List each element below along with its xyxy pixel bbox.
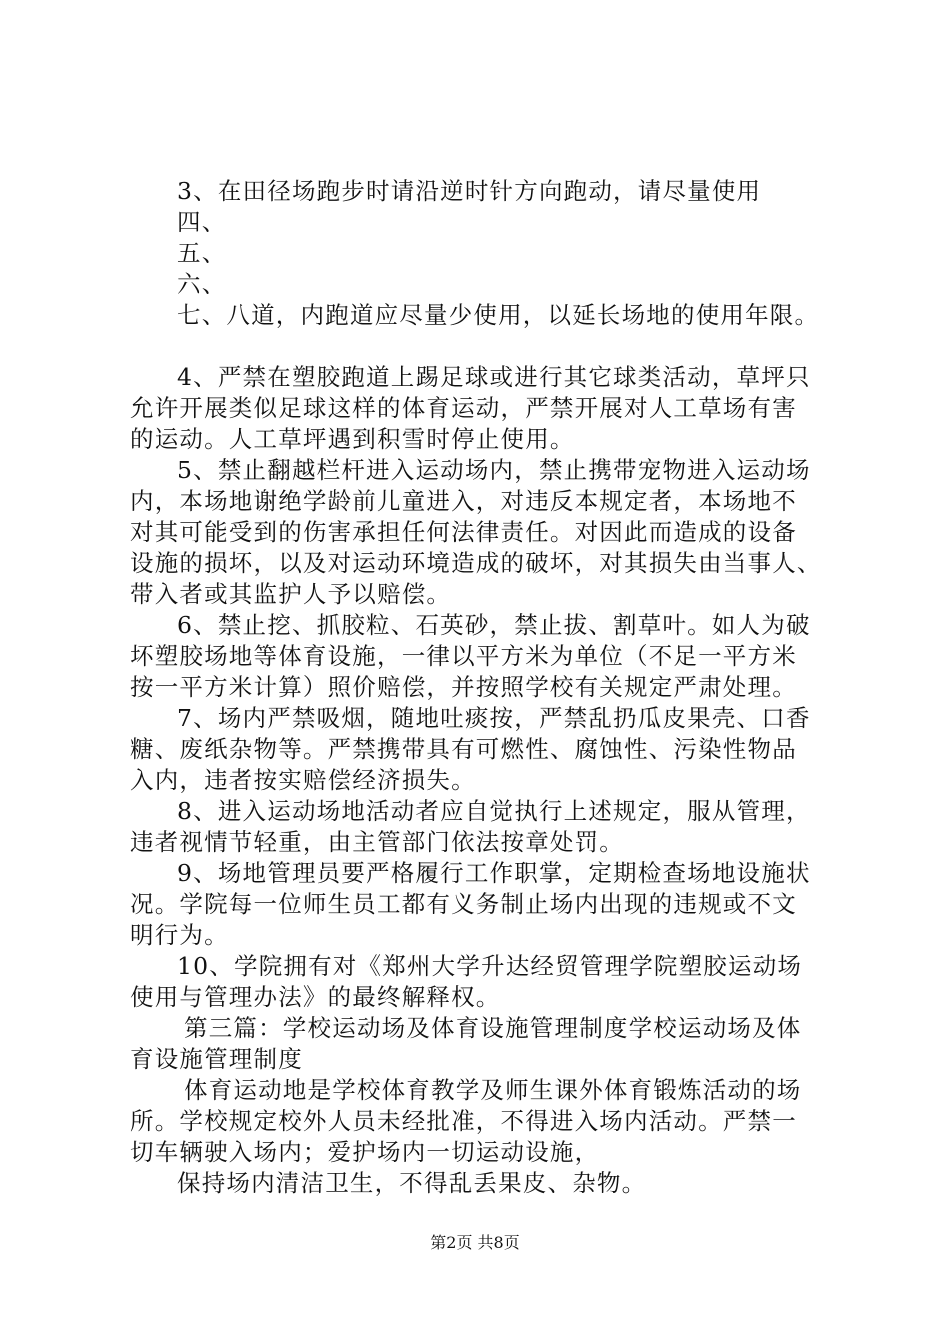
- text-line: 六、: [177, 270, 227, 298]
- text-line: 糖、废纸杂物等。严禁携带具有可燃性、腐蚀性、污染性物品: [130, 735, 797, 763]
- text-line: 使用与管理办法》的最终解释权。: [130, 983, 501, 1011]
- text-line: 坏塑胶场地等体育设施，一律以平方米为单位（不足一平方米: [130, 642, 797, 670]
- section-heading-line: 育设施管理制度: [130, 1045, 303, 1073]
- text-line: 明行为。: [130, 921, 229, 949]
- text-line: 入内，违者按实赔偿经济损失。: [130, 766, 476, 794]
- text-line: 7、场内严禁吸烟，随地吐痰按，严禁乱扔瓜皮果壳、口香: [177, 704, 811, 732]
- text-line: 4、严禁在塑胶跑道上踢足球或进行其它球类活动，草坪只: [177, 363, 811, 391]
- text-line: 保持场内清洁卫生，不得乱丢果皮、杂物。: [177, 1169, 647, 1197]
- text-line: 按一平方米计算）照价赔偿，并按照学校有关规定严肃处理。: [130, 673, 797, 701]
- text-line: 8、进入运动场地活动者应自觉执行上述规定，服从管理，: [177, 797, 811, 825]
- text-line: 四、: [177, 208, 227, 236]
- text-line: 体育运动地是学校体育教学及师生课外体育锻炼活动的场: [184, 1076, 802, 1104]
- text-line: 内，本场地谢绝学龄前儿童进入，对违反本规定者，本场地不: [130, 487, 797, 515]
- text-line: 七、八道，内跑道应尽量少使用，以延长场地的使用年限。: [177, 301, 820, 329]
- text-line: 五、: [177, 239, 227, 267]
- text-line: 5、禁止翻越栏杆进入运动场内，禁止携带宠物进入运动场: [177, 456, 811, 484]
- text-line: 允许开展类似足球这样的体育运动，严禁开展对人工草场有害: [130, 394, 797, 422]
- page-footer: 第2页 共8页: [430, 1233, 520, 1252]
- text-line: 3、在田径场跑步时请沿逆时针方向跑动，请尽量使用: [177, 177, 762, 205]
- text-line: 10、学院拥有对《郑州大学升达经贸管理学院塑胶运动场: [177, 952, 803, 980]
- text-line: 的运动。人工草坪遇到积雪时停止使用。: [130, 425, 575, 453]
- text-line: 带入者或其监护人予以赔偿。: [130, 580, 452, 608]
- text-line: 9、场地管理员要严格履行工作职掌，定期检查场地设施状: [177, 859, 811, 887]
- section-heading-line: 第三篇：学校运动场及体育设施管理制度学校运动场及体: [184, 1014, 802, 1042]
- text-line: 6、禁止挖、抓胶粒、石英砂，禁止拔、割草叶。如人为破: [177, 611, 811, 639]
- text-line: 况。学院每一位师生员工都有义务制止场内出现的违规或不文: [130, 890, 797, 918]
- text-line: 切车辆驶入场内；爱护场内一切运动设施，: [130, 1138, 600, 1166]
- text-line: 对其可能受到的伤害承担任何法律责任。对因此而造成的设备: [130, 518, 797, 546]
- text-line: 设施的损坏，以及对运动环境造成的破坏，对其损失由当事人、: [130, 549, 822, 577]
- text-line: 所。学校规定校外人员未经批准，不得进入场内活动。严禁一: [130, 1107, 797, 1135]
- text-line: 违者视情节轻重，由主管部门依法按章处罚。: [130, 828, 624, 856]
